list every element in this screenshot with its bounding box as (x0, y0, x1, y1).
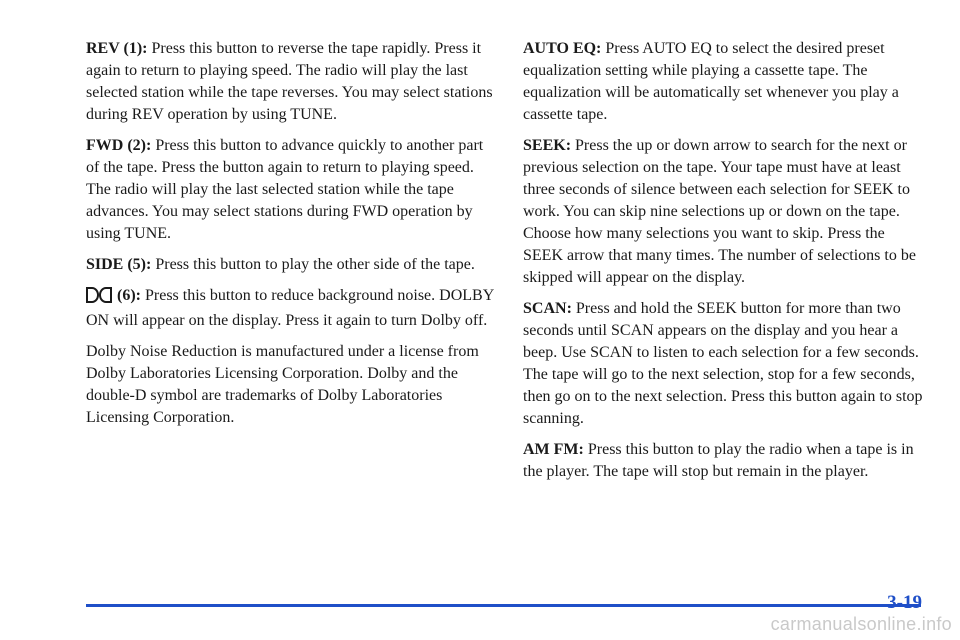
paragraph-lead: (6): (113, 287, 141, 304)
paragraph-text: Press AUTO EQ to select the desired preset equalization setting while playing a cassette tape. The equalization will be automatically set whenever you play a cassette tape. (523, 40, 899, 123)
left-column (86, 38, 498, 438)
paragraph-lead: REV (1): (86, 40, 148, 57)
right-column (523, 38, 928, 492)
paragraph-text: Dolby Noise Reduction is manufactured under a license from Dolby Laboratories Licensing Corporation. Dolby and the double-D symbol are trademarks of Dolby Laboratories Licensing Corporation. (86, 343, 479, 426)
paragraph-am-fm (523, 439, 928, 483)
paragraph-dolby-license (86, 341, 498, 429)
paragraph-seek (523, 135, 928, 289)
page-number: 3-19 (887, 592, 922, 613)
paragraph-lead: FWD (2): (86, 137, 152, 154)
paragraph-text: Press this button to reduce background noise. DOLBY ON will appear on the display. Press it again to turn Dolby off. (86, 287, 494, 329)
paragraph-auto-eq (523, 38, 928, 126)
paragraph-side (86, 254, 498, 276)
paragraph-text: Press this button to reverse the tape rapidly. Press it again to return to playing speed. The radio will play the last selected station while the tape reverses. You may select stations during REV operation by using TUNE. (86, 40, 493, 123)
paragraph-text: Press this button to play the radio when a tape is in the player. The tape will stop but remain in the player. (523, 441, 914, 480)
paragraph-text: Press and hold the SEEK button for more than two seconds until SCAN appears on the display and you hear a beep. Use SCAN to listen to each selection for a few seconds. The tape will go to the next selection, stop for a few seconds, then go on to the next selection. Press this button again to stop scanning. (523, 300, 923, 427)
paragraph-lead: AUTO EQ: (523, 40, 602, 57)
paragraph-lead: SIDE (5): (86, 256, 152, 273)
paragraph-text: Press the up or down arrow to search for the next or previous selection on the tape. Your tape must have at least three seconds of silence between each selection for SEEK to work. You can skip nine selections up or down on the tape. Choose how many selections you want to skip. Press the SEEK arrow that many times. The number of selections to be skipped will appear on the display. (523, 137, 916, 286)
dolby-double-d-icon (86, 287, 112, 310)
paragraph-text: Press this button to advance quickly to another part of the tape. Press the button again to return to playing speed. The radio will play the last selected station while the tape advances. You may select stations during FWD operation by using TUNE. (86, 137, 484, 242)
footer-rule (86, 604, 921, 607)
paragraph-lead: AM FM: (523, 441, 584, 458)
watermark: carmanualsonline.info (770, 614, 952, 634)
paragraph-lead: SEEK: (523, 137, 572, 154)
paragraph-lead: SCAN: (523, 300, 572, 317)
paragraph-fwd (86, 135, 498, 245)
paragraph-scan (523, 298, 928, 430)
paragraph-dolby (86, 285, 498, 332)
paragraph-rev (86, 38, 498, 126)
paragraph-text: Press this button to play the other side of the tape. (151, 256, 475, 273)
